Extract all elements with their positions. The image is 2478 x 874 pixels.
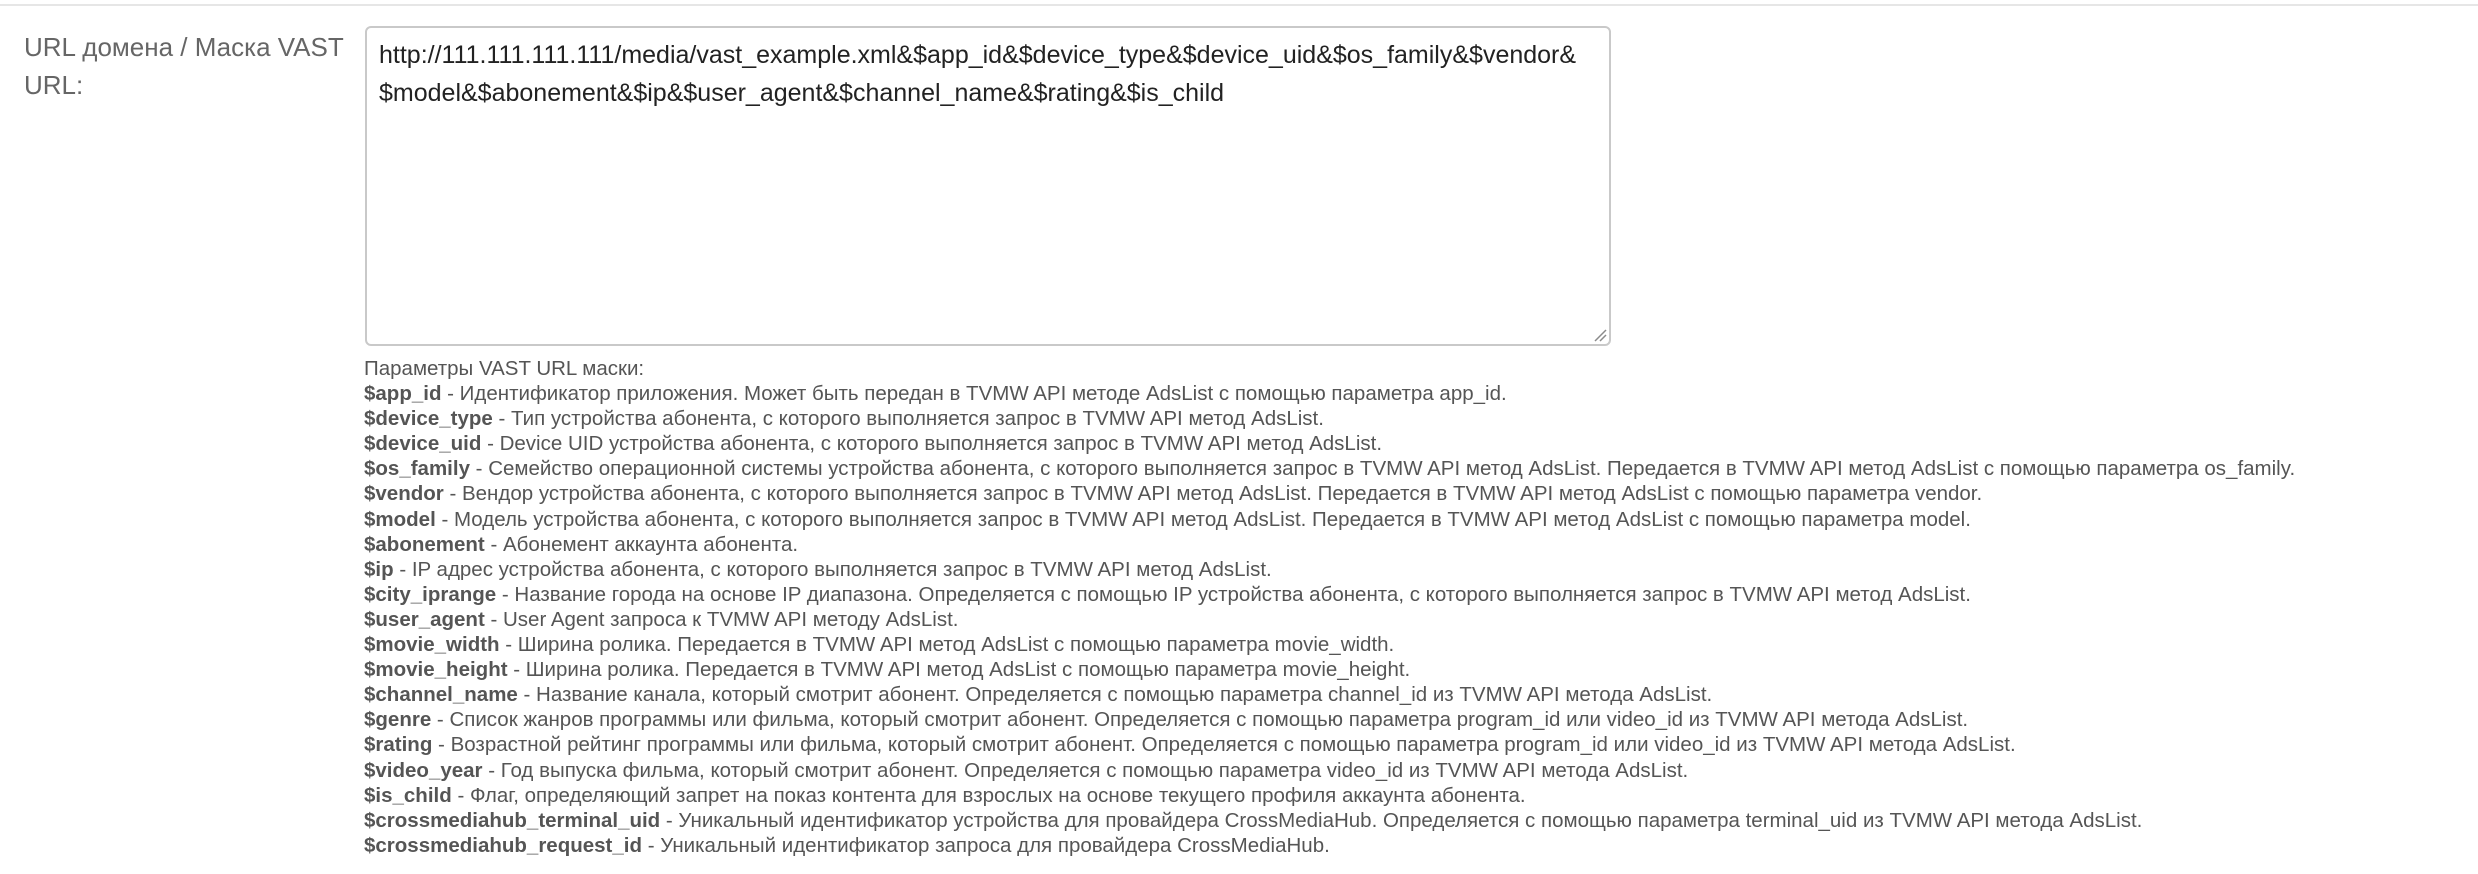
vast-url-textarea[interactable] bbox=[365, 26, 1611, 346]
params-list bbox=[364, 381, 2474, 858]
vast-url-label: URL домена / Маска VAST URL: bbox=[24, 32, 344, 100]
param-description: - Вендор устройства абонента, с которого выполняется запрос в TVMW API метод AdsList. Передается в TVMW API метод AdsList с помощью параметра vendor. bbox=[443, 482, 1983, 506]
param-name: $ip bbox=[364, 557, 394, 581]
param-description: - Флаг, определяющий запрет на показ контента для взрослых на основе текущего профиля аккаунта абонента. bbox=[451, 783, 1526, 807]
param-name: $abonement bbox=[364, 532, 485, 556]
param-description: - IP адрес устройства абонента, с которого выполняется запрос в TVMW API метод AdsList. bbox=[393, 557, 1272, 581]
param-name: $app_id bbox=[364, 382, 442, 406]
param-name: $movie_height bbox=[364, 658, 508, 682]
param-row bbox=[364, 557, 2474, 582]
param-description: - Уникальный идентификатор запроса для провайдера CrossMediaHub. bbox=[642, 833, 1330, 857]
param-description: - Ширина ролика. Передается в TVMW API метод AdsList с помощью параметра movie_height. bbox=[507, 658, 1411, 682]
param-name: $crossmediahub_request_id bbox=[364, 833, 642, 857]
param-name: $channel_name bbox=[364, 683, 518, 707]
param-description: - Абонемент аккаунта абонента. bbox=[484, 532, 799, 556]
param-name: $model bbox=[364, 507, 436, 531]
param-row bbox=[364, 632, 2474, 657]
param-name: $city_iprange bbox=[364, 582, 497, 606]
param-row bbox=[364, 833, 2474, 858]
resize-grip-icon[interactable] bbox=[1593, 328, 1607, 342]
param-row bbox=[364, 582, 2474, 607]
param-row bbox=[364, 808, 2474, 833]
param-description: - Ширина ролика. Передается в TVMW API метод AdsList с помощью параметра movie_width. bbox=[499, 633, 1395, 657]
param-row bbox=[364, 381, 2474, 406]
param-description: - Device UID устройства абонента, с которого выполняется запрос в TVMW API метод AdsList. bbox=[481, 432, 1383, 456]
param-row bbox=[364, 532, 2474, 557]
param-name: $genre bbox=[364, 708, 432, 732]
help-title: Параметры VAST URL маски: bbox=[364, 357, 645, 380]
param-description: - Список жанров программы или фильма, который смотрит абонент. Определяется с помощью параметра program_id или video_id из TVMW API метода AdsList. bbox=[431, 708, 1969, 732]
param-description: - Уникальный идентификатор устройства для провайдера CrossMediaHub. Определяется с помощью параметра terminal_uid из TVMW API метода AdsList. bbox=[660, 808, 2143, 832]
param-row bbox=[364, 758, 2474, 783]
param-row bbox=[364, 732, 2474, 757]
param-name: $user_agent bbox=[364, 607, 485, 631]
param-row bbox=[364, 707, 2474, 732]
param-description: - User Agent запроса к TVMW API методу AdsList. bbox=[484, 607, 959, 631]
top-divider bbox=[0, 4, 2478, 6]
param-row bbox=[364, 481, 2474, 506]
param-row bbox=[364, 431, 2474, 456]
vast-params-help bbox=[364, 356, 2474, 858]
param-name: $os_family bbox=[364, 457, 470, 481]
param-description: - Тип устройства абонента, с которого выполняется запрос в TVMW API метод AdsList. bbox=[492, 407, 1324, 431]
param-name: $device_uid bbox=[364, 432, 482, 456]
param-name: $device_type bbox=[364, 407, 493, 431]
param-row bbox=[364, 783, 2474, 808]
param-description: - Название канала, который смотрит абонент. Определяется с помощью параметра channel_id из TVMW API метода AdsList. bbox=[517, 683, 1713, 707]
param-name: $movie_width bbox=[364, 633, 500, 657]
param-name: $vendor bbox=[364, 482, 444, 506]
param-row bbox=[364, 507, 2474, 532]
param-description: - Возрастной рейтинг программы или фильма, который смотрит абонент. Определяется с помощью параметра program_id или video_id из TVMW API метода AdsList. bbox=[432, 733, 2016, 757]
param-row bbox=[364, 607, 2474, 632]
param-description: - Год выпуска фильма, который смотрит абонент. Определяется с помощью параметра video_id из TVMW API метода AdsList. bbox=[482, 758, 1689, 782]
param-row bbox=[364, 406, 2474, 431]
param-description: - Семейство операционной системы устройства абонента, с которого выполняется запрос в TVMW API метод AdsList. Передается в TVMW API метод AdsList с помощью параметра os_family. bbox=[469, 457, 2296, 481]
param-row bbox=[364, 456, 2474, 481]
param-row bbox=[364, 657, 2474, 682]
param-name: $video_year bbox=[364, 758, 483, 782]
param-description: - Модель устройства абонента, с которого выполняется запрос в TVMW API метод AdsList. Передается в TVMW API метод AdsList с помощью параметра model. bbox=[435, 507, 1971, 531]
param-name: $rating bbox=[364, 733, 433, 757]
param-name: $is_child bbox=[364, 783, 452, 807]
param-description: - Идентификатор приложения. Может быть передан в TVMW API методе AdsList с помощью параметра app_id. bbox=[441, 382, 1507, 406]
param-description: - Название города на основе IP диапазона. Определяется с помощью IP устройства абонента, с которого выполняется запрос в TVMW API метод AdsList. bbox=[496, 582, 1971, 606]
param-name: $crossmediahub_terminal_uid bbox=[364, 808, 661, 832]
param-row bbox=[364, 682, 2474, 707]
